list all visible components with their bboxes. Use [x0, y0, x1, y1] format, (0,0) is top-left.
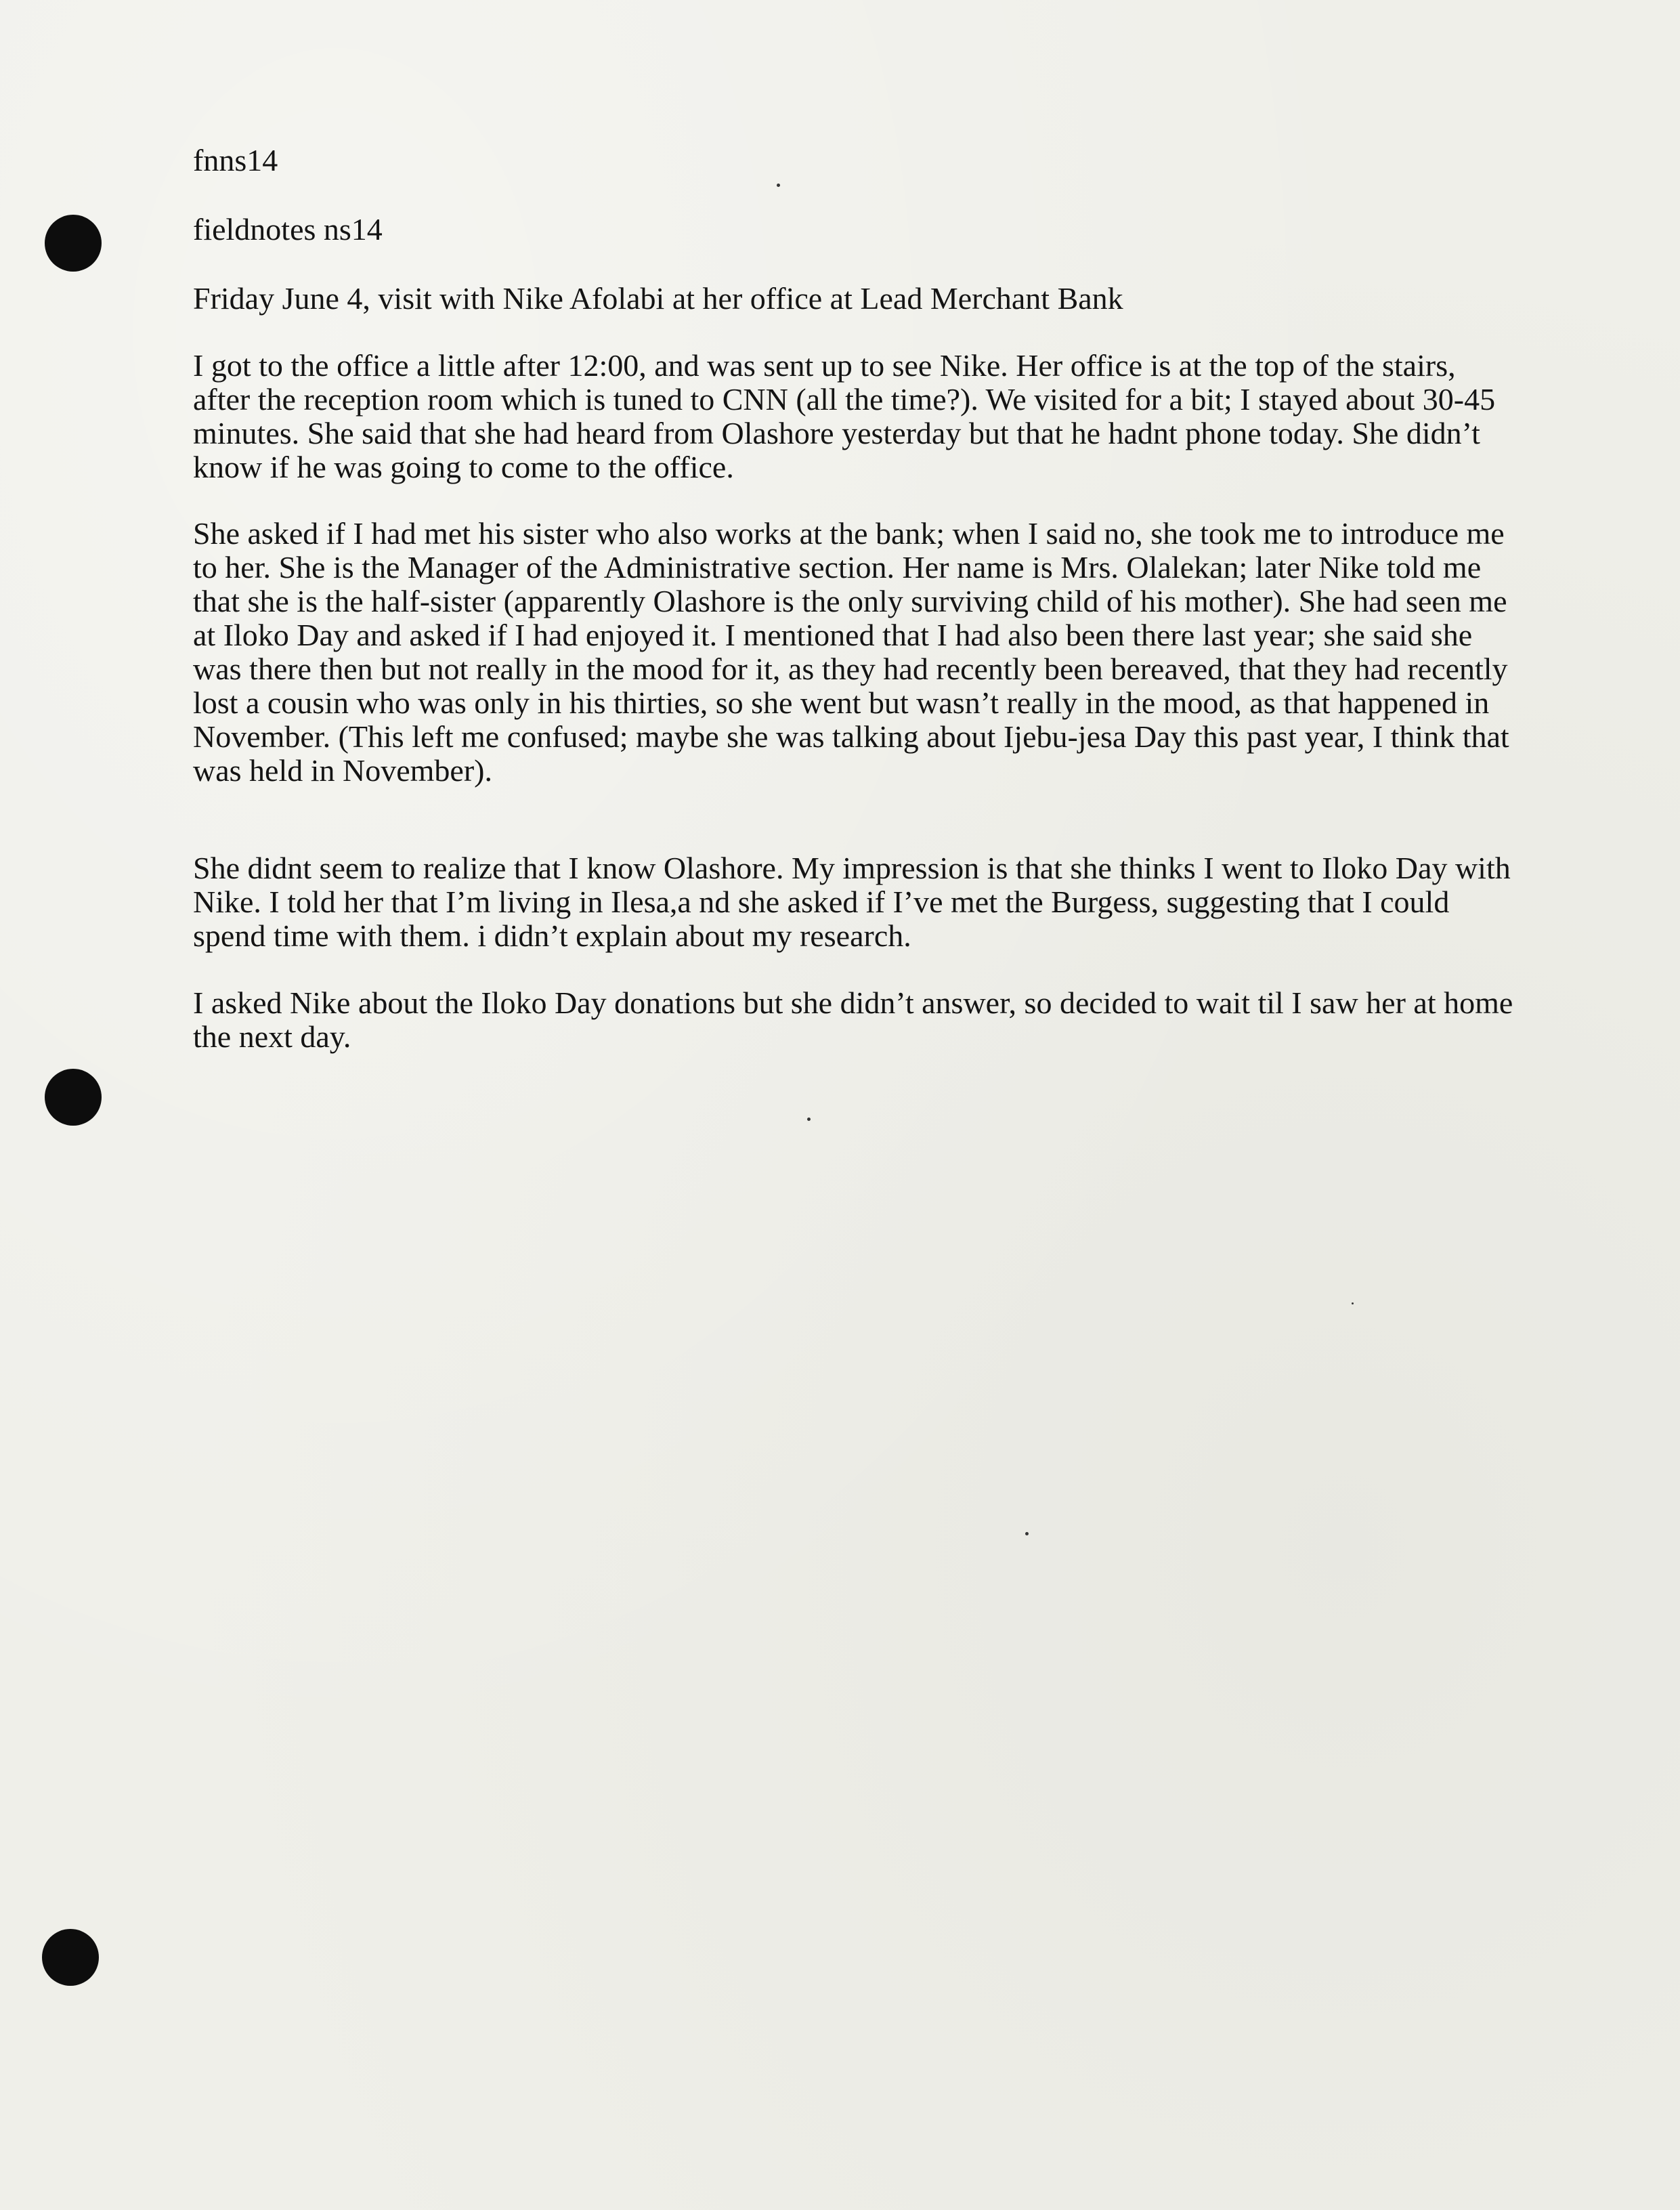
paper-speck: [1352, 1302, 1354, 1304]
entry-heading: Friday June 4, visit with Nike Afolabi at her office at Lead Merchant Bank: [193, 281, 1123, 316]
punch-hole-middle: [45, 1069, 102, 1126]
paragraph-4: I asked Nike about the Iloko Day donations but she didn’t answer, so decided to wait til I saw her at home the next day.: [193, 985, 1513, 1054]
paper-speck: [777, 184, 780, 187]
punch-hole-bottom: [42, 1929, 99, 1986]
paragraph-2: She asked if I had met his sister who also works at the bank; when I said no, she took me to introduce me to her. She is the Manager of the Administrative section. Her name is Mrs. Olalekan; later Nike told me that she is the half-sister (apparently Olashore is the only surviving child of his mother). She had seen me at Iloko Day and asked if I had enjoyed it. I mentioned that I had also been there last year; she said she was there then but not really in the mood for it, as they had recently been bereaved, that they had recently lost a cousin who was only in his thirties, so she went but wasn’t really in the mood, as that happened in November. (This left me confused; maybe she was talking about Ijebu-jesa Day this past year, I think that was held in November).: [193, 516, 1509, 788]
paragraph-1: I got to the office a little after 12:00, and was sent up to see Nike. Her office is at the top of the stairs, after the reception room which is tuned to CNN (all the time?). We visited for a bit; I stayed about 30-45 minutes. She said that she had heard from Olashore yesterday but that he hadnt phone today. She didn’t know if he was going to come to the office.: [193, 348, 1496, 484]
paragraph-3: She didnt seem to realize that I know Olashore. My impression is that she thinks I went to Iloko Day with Nike. I told her that I’m living in Ilesa,a nd she asked if I’ve met the Burgess, suggesting that I could spend time with them. i didn’t explain about my research.: [193, 851, 1511, 953]
paper-speck: [807, 1118, 811, 1121]
paper-speck: [1025, 1532, 1029, 1535]
punch-hole-top: [45, 215, 102, 272]
document-title: fieldnotes ns14: [193, 212, 383, 247]
file-code: fnns14: [193, 143, 278, 177]
